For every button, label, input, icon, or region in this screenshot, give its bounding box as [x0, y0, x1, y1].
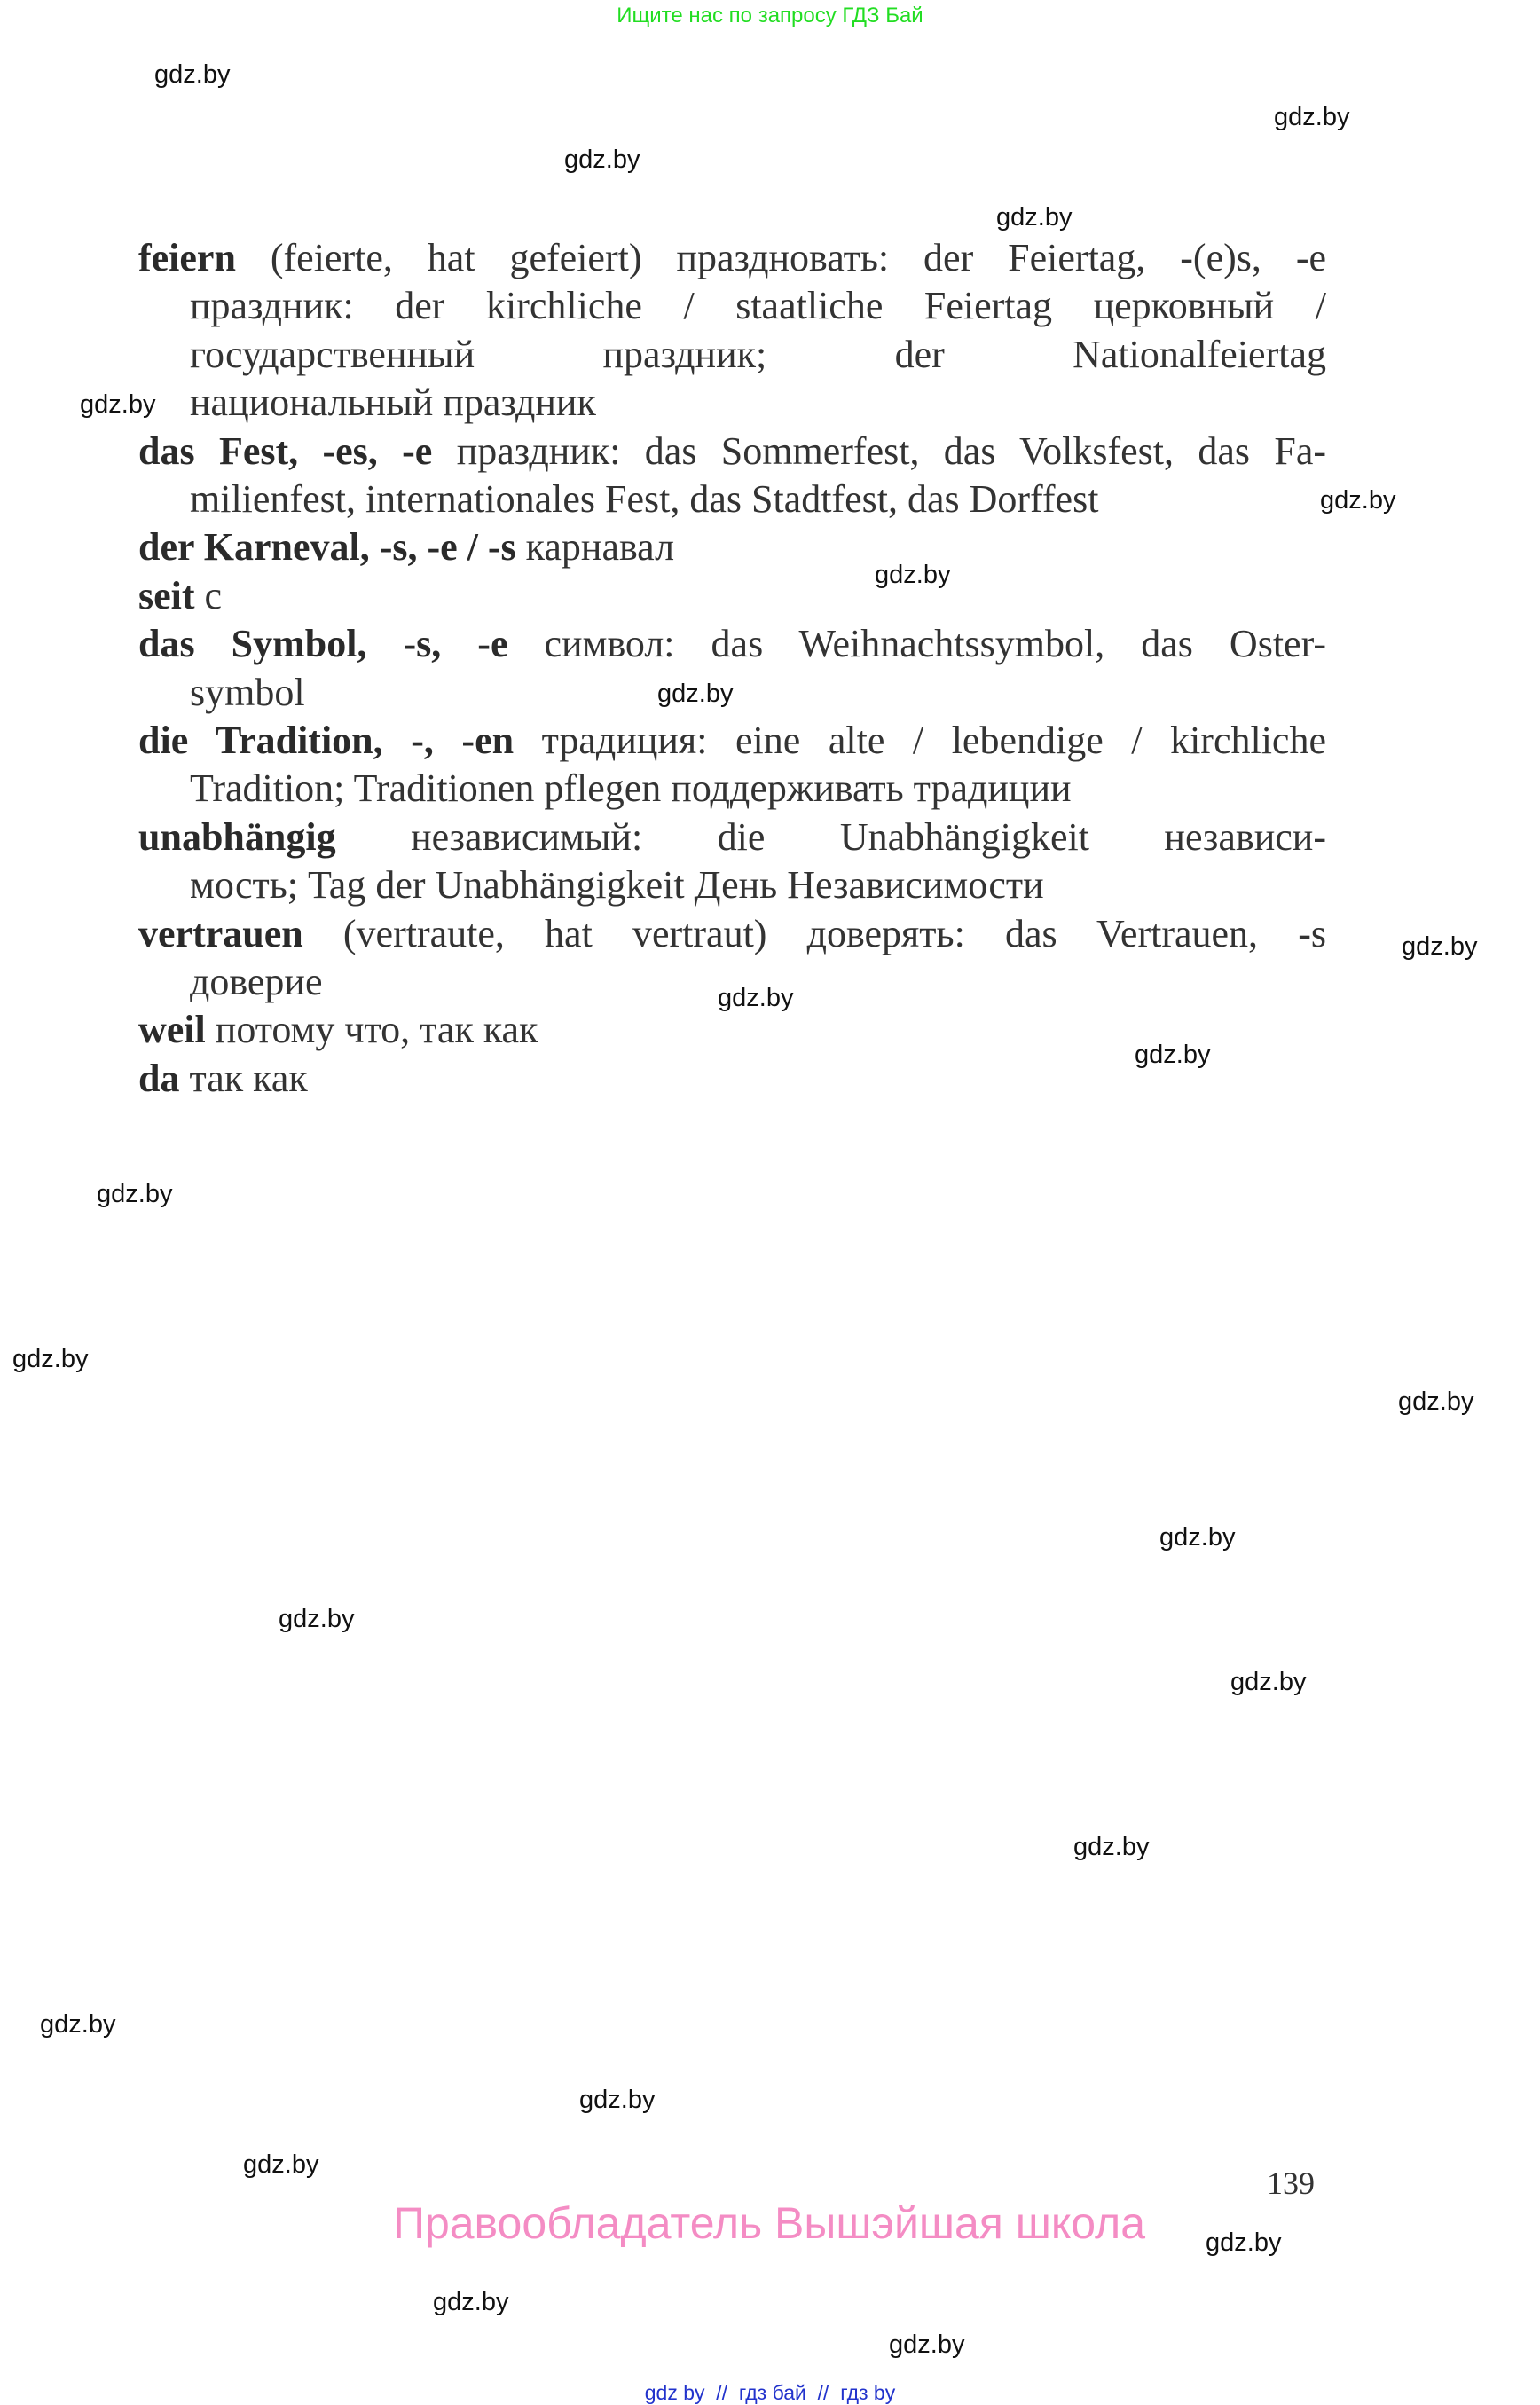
- entry-continuation-line: [190, 331, 1326, 379]
- watermark-text: gdz.by: [579, 2086, 656, 2114]
- definition-text: мость; Tag der Unabhängigkeit День Независимости: [190, 863, 1044, 908]
- headword: weil: [138, 1008, 206, 1052]
- vocabulary-entry: [138, 1055, 1326, 1103]
- watermark-text: gdz.by: [1159, 1523, 1236, 1552]
- vocabulary-entry: [138, 428, 1326, 475]
- watermark-text: gdz.by: [875, 561, 951, 589]
- vocabulary-entry: [138, 813, 1326, 861]
- watermark-text: gdz.by: [1073, 1833, 1150, 1861]
- headword: seit: [138, 573, 195, 617]
- watermark-text: gdz.by: [1398, 1387, 1474, 1416]
- headword: die Tradition, -, -en: [138, 719, 515, 762]
- footer-links: gdz by // гдз бай // гдз by: [644, 2381, 896, 2404]
- definition-text: потому что, так как: [205, 1008, 538, 1052]
- definition-text: карнавал: [515, 525, 675, 570]
- vocabulary-entry: [138, 620, 1326, 668]
- watermark-text: gdz.by: [40, 2010, 116, 2039]
- watermark-text: gdz.by: [1230, 1668, 1307, 1696]
- definition-text: традиция: eine alte / lebendige / kirchliche: [514, 719, 1326, 762]
- entry-continuation-line: [190, 861, 1326, 909]
- watermark-text: gdz.by: [12, 1345, 89, 1373]
- definition-text: символ: das Weihnachtssymbol, das Oster-: [507, 622, 1326, 666]
- rights-holder-notice: Правообладатель Вышэйшая школа: [393, 2198, 1145, 2248]
- watermark-text: gdz.by: [718, 984, 794, 1012]
- vocabulary-entry: [138, 717, 1326, 765]
- watermark-text: gdz.by: [97, 1180, 173, 1208]
- headword: da: [138, 1056, 180, 1100]
- entry-continuation-line: [190, 379, 1326, 427]
- watermark-text: gdz.by: [564, 145, 640, 174]
- watermark-text: gdz.by: [657, 680, 734, 708]
- definition-text: независимый: die Unabhängigkeit независи-: [335, 814, 1326, 859]
- watermark-text: gdz.by: [1206, 2228, 1282, 2257]
- definition-text: Tradition; Traditionen pflegen поддерживать традиции: [190, 766, 1072, 811]
- vocabulary-entry: [138, 910, 1326, 958]
- headword: feiern: [138, 236, 236, 279]
- watermark-text: gdz.by: [1402, 932, 1478, 961]
- definition-text: национальный праздник: [190, 381, 596, 425]
- watermark-text: gdz.by: [279, 1605, 355, 1633]
- definition-text: государственный праздник; der Nationalfeiertag: [190, 332, 1326, 376]
- definition-text: с: [194, 573, 223, 617]
- vocabulary-entry: [138, 523, 1326, 571]
- watermark-text: gdz.by: [154, 60, 231, 89]
- watermark-text: gdz.by: [1320, 486, 1396, 515]
- definition-text: праздник: der kirchliche / staatliche Feiertag церковный /: [190, 284, 1326, 328]
- watermark-text: gdz.by: [996, 203, 1072, 232]
- definition-text: (feierte, hat gefeiert) праздновать: der Feiertag, -(e)s, -e: [235, 236, 1326, 279]
- entry-continuation-line: [190, 669, 1326, 717]
- headword: der Karneval, -s, -e / -s: [138, 525, 516, 570]
- headword: vertrauen: [138, 911, 303, 955]
- watermark-text: gdz.by: [889, 2330, 965, 2359]
- entry-continuation-line: [190, 765, 1326, 813]
- headword: unabhängig: [138, 814, 336, 859]
- watermark-text: gdz.by: [433, 2288, 509, 2316]
- definition-text: так как: [179, 1056, 308, 1100]
- search-hint-banner: Ищите нас по запросу ГДЗ Бай: [617, 4, 923, 28]
- entry-continuation-line: [190, 475, 1326, 523]
- page-number: 139: [1267, 2165, 1315, 2201]
- entry-continuation-line: [190, 282, 1326, 330]
- vocabulary-entry: [138, 234, 1326, 282]
- definition-text: (vertraute, hat vertraut) доверять: das Vertrauen, -s: [302, 911, 1326, 955]
- watermark-text: gdz.by: [80, 390, 156, 419]
- entry-continuation-line: [190, 958, 1326, 1006]
- definition-text: milienfest, internationales Fest, das Stadtfest, das Dorffest: [190, 477, 1099, 521]
- watermark-text: gdz.by: [1135, 1041, 1211, 1069]
- vocabulary-entry: [138, 572, 1326, 620]
- watermark-text: gdz.by: [243, 2150, 319, 2179]
- vocabulary-entry: [138, 1006, 1326, 1054]
- watermark-text: gdz.by: [1274, 103, 1350, 131]
- definition-text: symbol: [190, 670, 305, 714]
- headword: das Fest, -es, -e: [138, 428, 433, 473]
- definition-text: праздник: das Sommerfest, das Volksfest, das Fa-: [432, 428, 1327, 473]
- definition-text: доверие: [190, 960, 323, 1003]
- headword: das Symbol, -s, -e: [138, 622, 508, 666]
